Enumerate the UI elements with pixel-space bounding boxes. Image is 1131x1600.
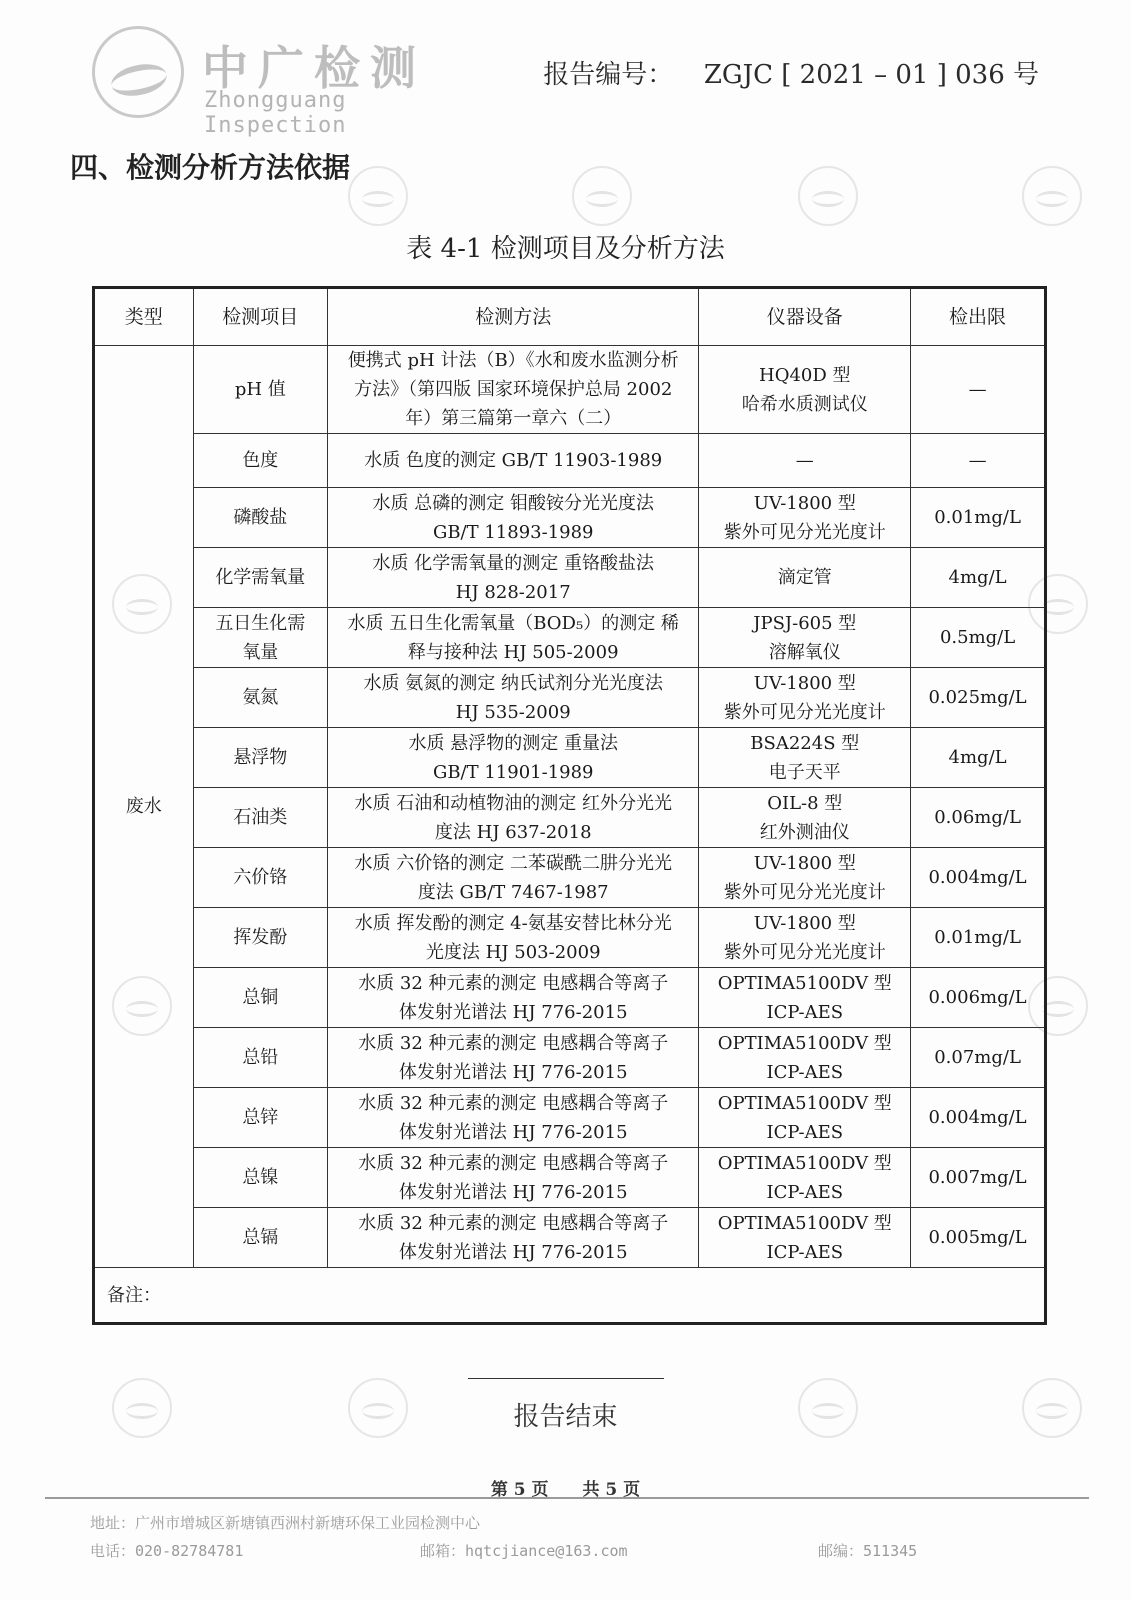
note-row — [94, 1268, 1046, 1324]
cell-line: BSA224S 型 — [750, 732, 860, 754]
cell-text: 0.004mg/L — [928, 867, 1027, 888]
limit-cell — [911, 1208, 1046, 1268]
instrument-cell — [699, 434, 911, 488]
cell-line: ICP-AES — [766, 1121, 844, 1143]
cell-line: 电子天平 — [768, 761, 841, 783]
instrument-cell — [699, 848, 911, 908]
limit-cell — [911, 908, 1046, 968]
cell-line: 水质 32 种元素的测定 电感耦合等离子 — [358, 972, 669, 994]
item-cell — [193, 548, 327, 608]
method-cell — [328, 1208, 699, 1268]
cell-line: 水质 悬浮物的测定 重量法 — [408, 732, 618, 754]
cell-text: 0.006mg/L — [928, 987, 1027, 1008]
header-method: 检测方法 — [328, 288, 699, 346]
item-cell — [193, 1208, 327, 1268]
item-cell — [193, 728, 327, 788]
limit-cell — [911, 1028, 1046, 1088]
cell-line: 氧量 — [242, 641, 279, 663]
item-cell — [193, 668, 327, 728]
limit-cell — [911, 848, 1046, 908]
instrument-cell — [699, 548, 911, 608]
cell-line: OPTIMA5100DV 型 — [717, 1212, 892, 1234]
cell-text: 总铅 — [242, 1047, 279, 1068]
cell-line: 紫外可见分光光度计 — [723, 701, 886, 723]
cell-text: — — [968, 450, 987, 471]
cell-line: 水质 六价铬的测定 二苯碳酰二肼分光光 — [354, 852, 672, 874]
cell-line: 度法 GB/T 7467-1987 — [417, 881, 609, 903]
cell-line: 紫外可见分光光度计 — [723, 881, 886, 903]
end-divider — [468, 1378, 664, 1379]
cell-line: 哈希水质测试仪 — [741, 393, 868, 415]
item-cell — [193, 1028, 327, 1088]
cell-text: 0.01mg/L — [934, 927, 1021, 948]
logo-text-cn: 中广检测 — [202, 41, 426, 95]
cell-text: 总铜 — [242, 987, 279, 1008]
cell-text: 总镍 — [242, 1167, 279, 1188]
table-row — [94, 608, 1046, 668]
cell-line: ICP-AES — [766, 1001, 844, 1023]
item-cell — [193, 1088, 327, 1148]
footer-divider — [45, 1497, 1089, 1499]
table-row — [94, 728, 1046, 788]
method-cell — [328, 1088, 699, 1148]
cell-line: ICP-AES — [766, 1181, 844, 1203]
limit-cell — [911, 1088, 1046, 1148]
cell-text: 0.06mg/L — [934, 807, 1021, 828]
cell-line: 水质 五日生化需氧量（BOD₅）的测定 稀 — [347, 612, 679, 634]
header-limit: 检出限 — [911, 288, 1046, 346]
company-logo — [92, 26, 452, 138]
footer-email: 邮箱：hqtcjiance@163.com — [420, 1542, 628, 1560]
limit-cell — [911, 488, 1046, 548]
cell-text: 4mg/L — [948, 747, 1007, 768]
cell-line: 红外测油仪 — [759, 821, 850, 843]
method-cell — [328, 346, 699, 434]
cell-text: 悬浮物 — [233, 747, 288, 768]
cell-line: 水质 32 种元素的测定 电感耦合等离子 — [358, 1032, 669, 1054]
cell-line: 五日生化需 — [215, 612, 306, 634]
cell-line: JPSJ-605 型 — [753, 612, 857, 634]
method-cell — [328, 668, 699, 728]
instrument-cell — [699, 788, 911, 848]
table-row — [94, 848, 1046, 908]
table-row — [94, 488, 1046, 548]
cell-line: 年）第三篇第一章六（二） — [405, 408, 622, 429]
page-number: 第 5 页 共 5 页 — [490, 1480, 641, 1500]
header-item: 检测项目 — [193, 288, 327, 346]
note-cell: 备注： — [94, 1268, 1046, 1324]
header-type: 类型 — [94, 288, 194, 346]
cell-text: 磷酸盐 — [233, 507, 288, 528]
cell-line: 便携式 pH 计法（B）《水和废水监测分析 — [347, 350, 679, 371]
limit-cell — [911, 548, 1046, 608]
item-cell — [193, 434, 327, 488]
cell-line: GB/T 11893-1989 — [432, 521, 594, 543]
footer-postcode: 邮编：511345 — [818, 1542, 918, 1560]
cell-text: 0.01mg/L — [934, 507, 1021, 528]
watermark-seal — [572, 166, 632, 226]
method-cell — [328, 548, 699, 608]
cell-line: 释与接种法 HJ 505-2009 — [407, 641, 619, 663]
cell-text: 石油类 — [233, 807, 288, 828]
instrument-cell — [699, 728, 911, 788]
limit-cell — [911, 668, 1046, 728]
cell-line: HQ40D 型 — [759, 364, 851, 386]
method-cell — [328, 728, 699, 788]
cell-text: 0.005mg/L — [928, 1227, 1027, 1248]
cell-text: 氨氮 — [242, 687, 279, 708]
method-cell — [328, 434, 699, 488]
cell-line: 水质 化学需氧量的测定 重铬酸盐法 — [372, 552, 654, 574]
cell-line: 光度法 HJ 503-2009 — [425, 941, 601, 963]
cell-text: 0.025mg/L — [928, 687, 1027, 708]
table-header-row — [94, 288, 1046, 346]
item-cell — [193, 1148, 327, 1208]
method-cell — [328, 848, 699, 908]
cell-text: 总镉 — [242, 1227, 279, 1248]
cell-line: 水质 32 种元素的测定 电感耦合等离子 — [358, 1152, 669, 1174]
instrument-cell — [699, 668, 911, 728]
method-cell — [328, 608, 699, 668]
footer-address: 地址：广州市增城区新塘镇西洲村新塘环保工业园检测中心 — [90, 1514, 481, 1532]
limit-cell — [911, 346, 1046, 434]
item-cell — [193, 908, 327, 968]
table-row — [94, 346, 1046, 434]
cell-text: 0.004mg/L — [928, 1107, 1027, 1128]
limit-cell — [911, 434, 1046, 488]
instrument-cell — [699, 608, 911, 668]
cell-line: 水质 总磷的测定 钼酸铵分光光度法 — [372, 492, 654, 514]
table-row — [94, 908, 1046, 968]
cell-line: OPTIMA5100DV 型 — [717, 1032, 892, 1054]
item-cell — [193, 848, 327, 908]
cell-line: 度法 HJ 637-2018 — [434, 821, 592, 843]
instrument-cell — [699, 488, 911, 548]
methods-table — [92, 286, 1047, 1325]
watermark-seal — [1022, 166, 1082, 226]
cell-text: 4mg/L — [948, 567, 1007, 588]
table-title: 表 4-1 检测项目及分析方法 — [406, 234, 725, 264]
limit-cell — [911, 1148, 1046, 1208]
cell-line: 紫外可见分光光度计 — [723, 521, 886, 543]
report-end: 报告结束 — [513, 1402, 618, 1432]
cell-line: OPTIMA5100DV 型 — [717, 1152, 892, 1174]
item-cell — [193, 346, 327, 434]
cell-text: 化学需氧量 — [215, 567, 306, 588]
instrument-cell — [699, 346, 911, 434]
instrument-cell — [699, 1088, 911, 1148]
report-number — [543, 54, 1039, 91]
table-row — [94, 968, 1046, 1028]
category-cell: 废水 — [94, 346, 194, 1268]
limit-cell — [911, 728, 1046, 788]
cell-line: 滴定管 — [777, 567, 832, 588]
cell-line: UV-1800 型 — [753, 912, 856, 934]
logo-seal-icon — [92, 26, 184, 118]
cell-text: 六价铬 — [233, 867, 288, 888]
method-cell — [328, 1028, 699, 1088]
report-number-label: 报告编号： — [543, 60, 674, 90]
cell-line: 方法》（第四版 国家环境保护总局 2002 — [354, 379, 673, 400]
cell-line: 体发射光谱法 HJ 776-2015 — [398, 1241, 628, 1263]
cell-line: OIL-8 型 — [767, 792, 843, 814]
cell-text: 0.007mg/L — [928, 1167, 1027, 1188]
cell-line: 水质 32 种元素的测定 电感耦合等离子 — [358, 1092, 669, 1114]
item-cell — [193, 968, 327, 1028]
cell-text: — — [968, 379, 987, 400]
cell-line: OPTIMA5100DV 型 — [717, 972, 892, 994]
logo-text-en: Zhongguang Inspection — [204, 88, 347, 138]
cell-text: 挥发酚 — [233, 927, 288, 948]
table-row — [94, 1208, 1046, 1268]
method-cell — [328, 788, 699, 848]
section-title: 四、检测分析方法依据 — [70, 151, 351, 184]
cell-line: 紫外可见分光光度计 — [723, 941, 886, 963]
cell-line: HJ 828-2017 — [455, 581, 571, 603]
cell-text: 色度 — [242, 450, 279, 471]
cell-line: 体发射光谱法 HJ 776-2015 — [398, 1001, 628, 1023]
limit-cell — [911, 968, 1046, 1028]
cell-line: 体发射光谱法 HJ 776-2015 — [398, 1181, 628, 1203]
cell-text: 0.5mg/L — [939, 627, 1016, 648]
method-cell — [328, 1148, 699, 1208]
footer-phone: 电话：020-82784781 — [90, 1542, 244, 1560]
instrument-cell — [699, 1208, 911, 1268]
cell-line: OPTIMA5100DV 型 — [717, 1092, 892, 1114]
instrument-cell — [699, 908, 911, 968]
cell-line: UV-1800 型 — [753, 852, 856, 874]
table-row — [94, 548, 1046, 608]
method-cell — [328, 488, 699, 548]
table-row — [94, 788, 1046, 848]
cell-text: pH 值 — [234, 379, 286, 400]
watermark-seal — [798, 166, 858, 226]
report-number-value: ZGJC [ 2021 – 01 ] 036 号 — [703, 60, 1039, 90]
cell-line: 水质 挥发酚的测定 4-氨基安替比林分光 — [354, 912, 672, 934]
cell-line: UV-1800 型 — [753, 672, 856, 694]
table-row — [94, 1028, 1046, 1088]
table-row — [94, 668, 1046, 728]
cell-line: ICP-AES — [766, 1241, 844, 1263]
instrument-cell — [699, 1028, 911, 1088]
header-instrument: 仪器设备 — [699, 288, 911, 346]
limit-cell — [911, 608, 1046, 668]
item-cell — [193, 488, 327, 548]
instrument-cell — [699, 968, 911, 1028]
table-row — [94, 1148, 1046, 1208]
instrument-cell — [699, 1148, 911, 1208]
cell-line: 溶解氧仪 — [768, 641, 841, 663]
cell-line: 体发射光谱法 HJ 776-2015 — [398, 1061, 628, 1083]
cell-line: UV-1800 型 — [753, 492, 856, 514]
method-cell — [328, 968, 699, 1028]
cell-line: — — [795, 450, 814, 471]
cell-line: 体发射光谱法 HJ 776-2015 — [398, 1121, 628, 1143]
watermark-seal — [348, 166, 408, 226]
cell-text: 总锌 — [242, 1107, 279, 1128]
table-row — [94, 1088, 1046, 1148]
cell-line: 水质 32 种元素的测定 电感耦合等离子 — [358, 1212, 669, 1234]
cell-line: GB/T 11901-1989 — [432, 761, 594, 783]
method-cell — [328, 908, 699, 968]
cell-line: 水质 氨氮的测定 纳氏试剂分光光度法 — [363, 672, 663, 694]
cell-line: ICP-AES — [766, 1061, 844, 1083]
table-row — [94, 434, 1046, 488]
item-cell — [193, 788, 327, 848]
limit-cell — [911, 788, 1046, 848]
cell-line: HJ 535-2009 — [455, 701, 571, 723]
cell-line: 水质 石油和动植物油的测定 红外分光光 — [354, 792, 672, 814]
item-cell — [193, 608, 327, 668]
cell-text: 0.07mg/L — [934, 1047, 1021, 1068]
cell-line: 水质 色度的测定 GB/T 11903-1989 — [364, 450, 663, 471]
